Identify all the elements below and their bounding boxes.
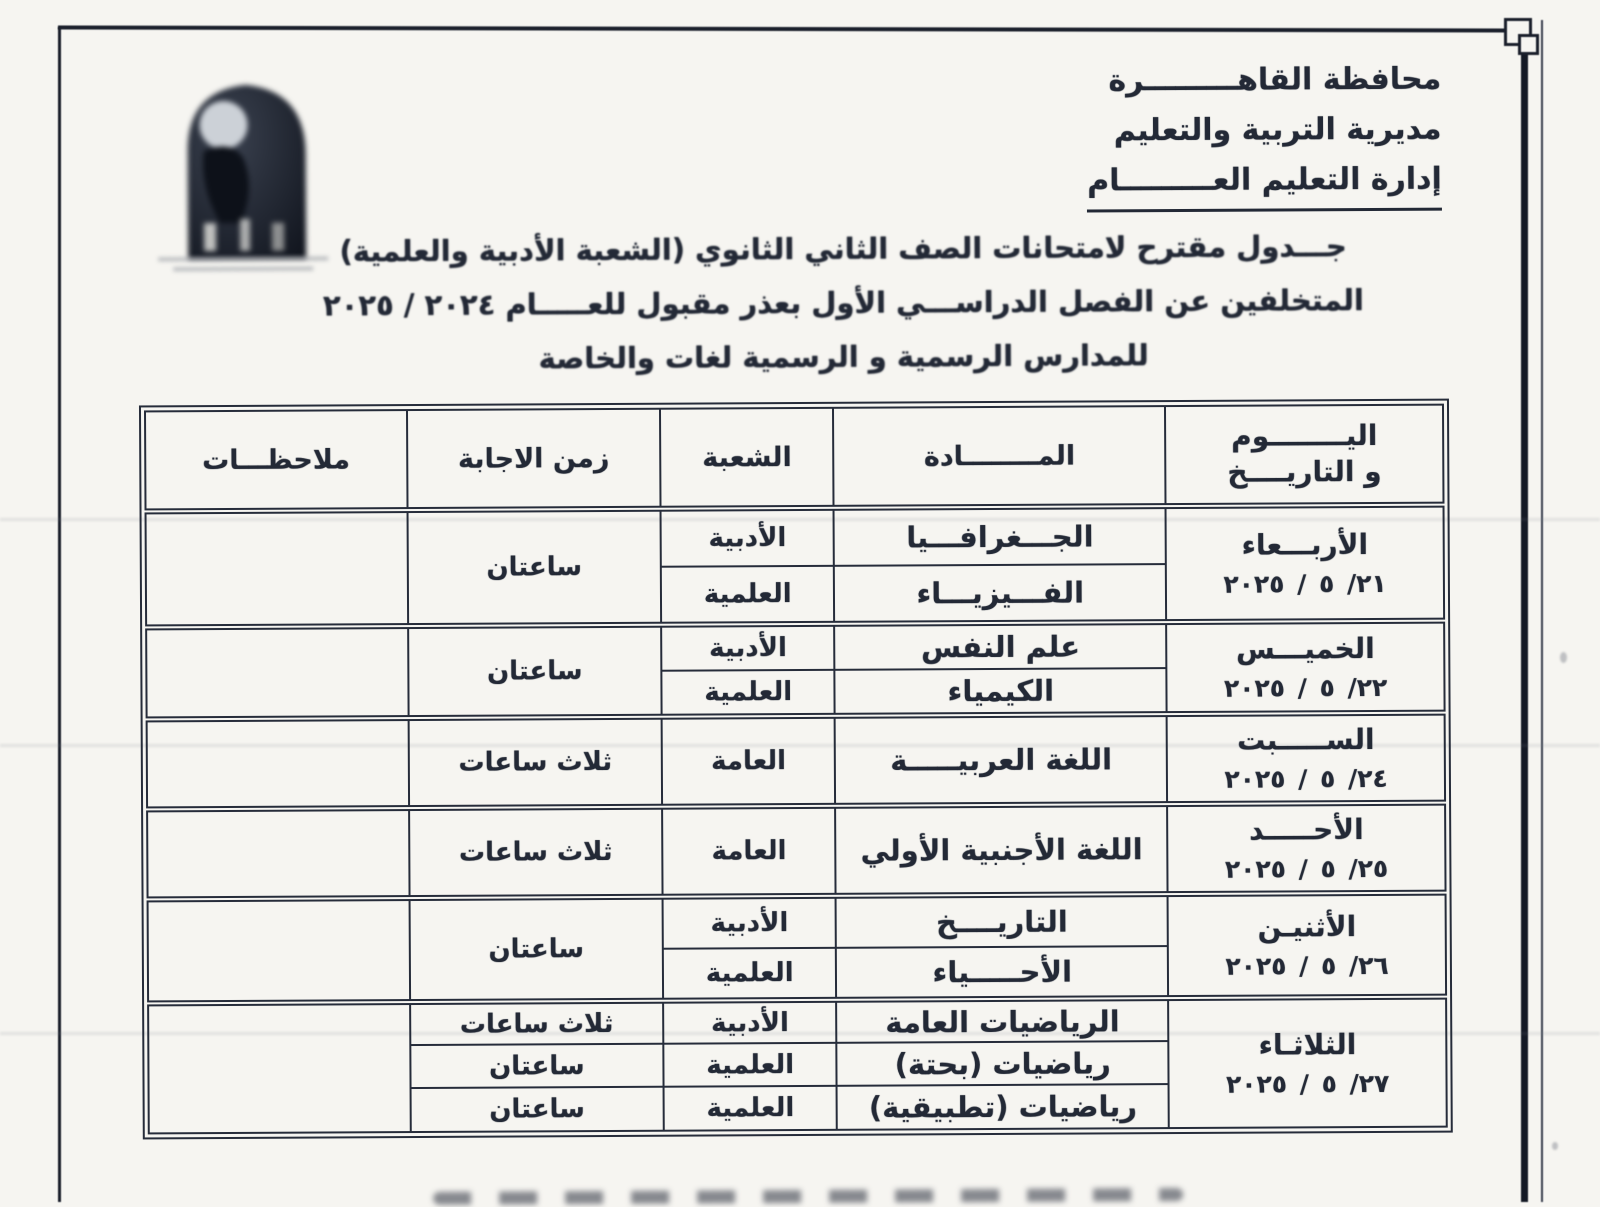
branch-cell: العلمية: [661, 566, 834, 625]
time-value: ساعتان: [486, 552, 583, 583]
document-title: [298, 219, 1389, 387]
time-cell: ثلاث ساعات: [410, 1001, 664, 1045]
subject-cell: اللغة العربيـــــة: [835, 714, 1167, 806]
table-header-row: [145, 405, 1444, 512]
day-date: ٢٦/ ٥ / ٢٠٢٥: [1225, 950, 1389, 981]
org-line-administration: إدارة التعليم العـــــــــام: [1012, 155, 1442, 213]
col-header-branch: الشعبة: [660, 408, 834, 509]
day-name: الأربـــعاء: [1241, 528, 1369, 562]
branch-cell: الأدبية: [663, 1000, 836, 1044]
subject-cell: علم النفس: [834, 622, 1166, 670]
branch-cell: العلمية: [664, 1086, 837, 1131]
subject-cell: رياضيات (بحتة): [837, 1041, 1169, 1086]
table-row: [147, 713, 1445, 810]
notes-cell: [148, 1002, 410, 1133]
day-date: ٢٢/ ٥ / ٢٠٢٥: [1223, 672, 1388, 703]
subject-cell: رياضيات (تطبيقية): [837, 1084, 1169, 1130]
col-header-subject: المــــــــادة: [833, 406, 1166, 508]
day-date: ٢٥/ ٥ / ٢٠٢٥: [1224, 853, 1389, 884]
org-header: [1011, 55, 1442, 213]
org-line-governorate: محافظة القاهـــــــــرة: [1108, 61, 1442, 99]
time-value: ثلاث ساعات: [458, 746, 613, 778]
notes-cell: [146, 626, 408, 719]
col-header-notes: ملاحظـــات: [145, 410, 407, 511]
notes-cell: [148, 898, 410, 1003]
subject-cell: الجـــغرافـــيا: [834, 506, 1166, 566]
subject-cell: الفـــيزيـــاء: [834, 564, 1166, 624]
time-value: ساعتان: [486, 656, 583, 687]
branch-cell: الأدبية: [663, 896, 836, 949]
day-date: ٢٤/ ٥ / ٢٠٢٥: [1224, 763, 1388, 794]
org-line-directorate: مديرية التربية والتعليم: [1113, 111, 1442, 149]
time-value: ساعتان: [488, 934, 585, 965]
exam-schedule-table: [144, 404, 1448, 1135]
table-row: [148, 997, 1446, 1047]
title-line-1: جـــدول مقترح لامتحانات الصف الثاني الثانوي (الشعبة الأدبية والعلمية): [339, 229, 1347, 269]
exam-table-body: [146, 505, 1447, 1134]
day-date: ٢١/ ٥ / ٢٠٢٥: [1223, 568, 1387, 599]
subject-cell: الأحـــــياء: [836, 946, 1168, 1000]
time-cell: [408, 717, 662, 808]
title-line-3: للمدارس الرسمية و الرسمية لغات والخاصة: [538, 338, 1149, 376]
time-cell: ساعتان: [410, 1044, 664, 1088]
notes-cell: [147, 808, 409, 899]
table-row: [147, 803, 1445, 900]
day-cell: [1166, 621, 1444, 714]
day-cell: [1166, 505, 1444, 622]
subject-cell: الكيمياء: [835, 668, 1167, 716]
title-line-2: المتخلفين عن الفصل الدراســـي الأول بعذر مقبول للعـــــام ٢٠٢٤ / ٢٠٢٥: [322, 283, 1365, 323]
time-cell: [409, 897, 663, 1002]
time-value: ثلاث ساعات: [458, 836, 613, 868]
branch-cell: الأدبية: [661, 508, 834, 567]
exam-schedule-table-frame: [139, 399, 1453, 1140]
day-date: ٢٧/ ٥ / ٢٠٢٥: [1225, 1068, 1390, 1099]
day-cell: [1167, 713, 1445, 804]
time-cell: [409, 807, 663, 898]
subject-cell: الرياضيات العامة: [836, 998, 1168, 1043]
day-header-line2: و التاريــــخ: [1227, 454, 1382, 489]
subject-cell: اللغة الأجنبية الأولي: [835, 804, 1167, 896]
day-cell: [1168, 997, 1446, 1128]
table-row: [146, 505, 1444, 570]
time-cell: [407, 509, 661, 626]
cutoff-text-artifact: [433, 1188, 1183, 1205]
branch-cell: الأدبية: [661, 624, 834, 671]
subject-cell: التاريــــخ: [836, 894, 1168, 948]
time-cell: [408, 625, 662, 718]
branch-cell: العلمية: [664, 1043, 837, 1087]
day-cell: [1167, 803, 1445, 894]
col-header-time: زمن الاجابة: [407, 409, 661, 510]
branch-cell: العامة: [662, 806, 836, 897]
time-cell: ساعتان: [410, 1087, 664, 1132]
day-header-line1: اليــــــــوم: [1231, 418, 1378, 453]
notes-cell: [147, 718, 409, 809]
day-name: الخميـــس: [1235, 631, 1375, 666]
branch-cell: العلمية: [662, 670, 835, 717]
branch-cell: العامة: [662, 716, 836, 807]
day-cell: [1168, 893, 1446, 998]
day-name: الأثنيـن: [1257, 910, 1357, 944]
col-header-day-date: [1165, 405, 1443, 506]
day-name: الثلاثـاء: [1258, 1028, 1357, 1062]
branch-cell: العلمية: [663, 948, 836, 1001]
day-name: الســـــبت: [1237, 722, 1375, 757]
table-row: [148, 893, 1446, 952]
notes-cell: [146, 510, 408, 627]
day-name: الأحـــــد: [1248, 813, 1364, 847]
table-row: [146, 621, 1444, 674]
